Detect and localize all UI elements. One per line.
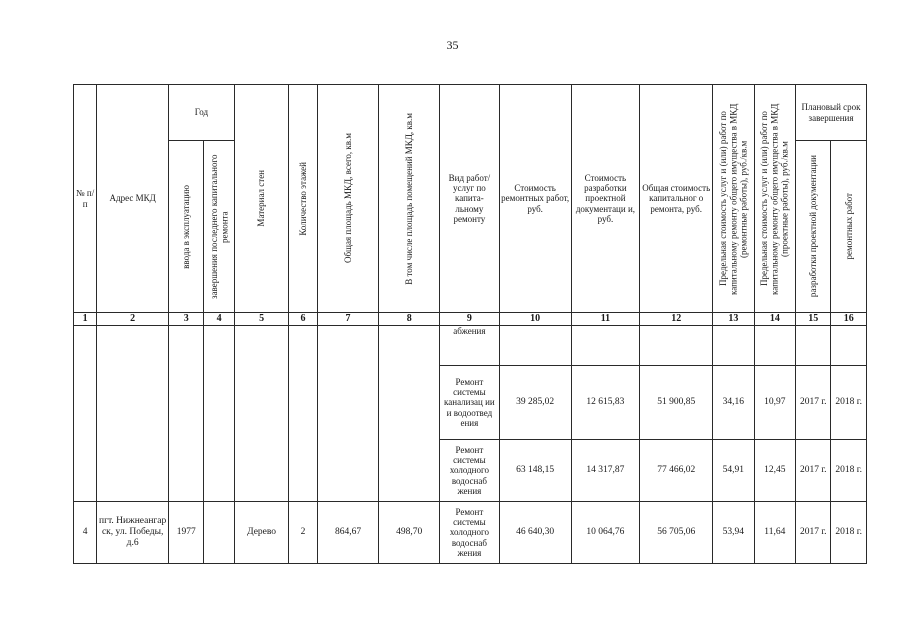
header-col-area-premises: В том числе площадь помещений МКД, кв.м (379, 85, 440, 313)
cell-cost-project: 12 615,83 (571, 366, 640, 440)
header-col-address: Адрес МКД (97, 85, 169, 313)
cell-limit-repair: 53,94 (713, 502, 754, 564)
header-group-term: Плановый срок завершения (796, 85, 867, 141)
header-col-term-project: разработки проектной документации (796, 141, 831, 313)
column-number: 14 (754, 313, 795, 326)
column-number: 11 (571, 313, 640, 326)
cell-area-premises (379, 326, 440, 502)
column-number: 16 (831, 313, 867, 326)
header-col-cost-project: Стоимость разработки проектной документаци и, руб. (571, 85, 640, 313)
cell-work-type: абжения (440, 326, 500, 366)
column-number: 7 (317, 313, 379, 326)
cell-limit-repair: 54,91 (713, 440, 754, 502)
cell-cost-project (571, 326, 640, 366)
column-number: 13 (713, 313, 754, 326)
cell-number (74, 326, 97, 502)
column-number: 15 (796, 313, 831, 326)
cell-year-built (169, 326, 204, 502)
cell-limit-project: 11,64 (754, 502, 795, 564)
cell-cost-repair: 46 640,30 (499, 502, 571, 564)
header-col-total-cost: Общая стоимость капитальног о ремонта, руб. (640, 85, 713, 313)
cell-total-cost: 77 466,02 (640, 440, 713, 502)
cell-year-last-repair (204, 502, 234, 564)
cell-walls (234, 326, 289, 502)
header-col-limit-project: Предельная стоимость услуг и (или) работ по капитальному ремонту общего имущества в МКД (проектные работы), руб./кв.м (754, 85, 795, 313)
page-number: 35 (446, 38, 459, 52)
cell-cost-repair: 63 148,15 (499, 440, 571, 502)
header-col-cost-repair: Стоимость ремонтных работ, руб. (499, 85, 571, 313)
header-col-limit-repair: Предельная стоимость услуг и (или) работ по капитальному ремонту общего имущества в МКД (ремонтные работы), руб./кв.м (713, 85, 754, 313)
cell-total-cost: 51 900,85 (640, 366, 713, 440)
header-col-number: № п/ п (74, 85, 97, 313)
cell-cost-project: 14 317,87 (571, 440, 640, 502)
header-col-walls: Материал стен (234, 85, 289, 313)
cell-term-project (796, 326, 831, 366)
cell-term-project: 2017 г. (796, 502, 831, 564)
cell-limit-repair (713, 326, 754, 366)
column-number: 9 (440, 313, 500, 326)
header-col-work-type: Вид работ/ услуг по капита-льному ремонту (440, 85, 500, 313)
header-col-area-total: Общая площадь МКД, всего, кв.м (317, 85, 379, 313)
cell-cost-repair: 39 285,02 (499, 366, 571, 440)
column-numbers-row (74, 313, 867, 326)
cell-term-project: 2017 г. (796, 440, 831, 502)
column-number: 6 (289, 313, 317, 326)
header-col-term-repair: ремонтных работ (831, 141, 867, 313)
cell-address (97, 326, 169, 502)
cell-area-total (317, 326, 379, 502)
column-number: 3 (169, 313, 204, 326)
column-number: 1 (74, 313, 97, 326)
header-col-year-last-repair: завершения последнего капитального ремонта (204, 141, 234, 313)
cell-limit-project: 10,97 (754, 366, 795, 440)
cell-number: 4 (74, 502, 97, 564)
header-col-year-built: ввода в эксплуатацию (169, 141, 204, 313)
header-col-floors: Количество этажей (289, 85, 317, 313)
cell-work-type: Ремонт системы холодного водоснаб жения (440, 440, 500, 502)
cell-walls: Дерево (234, 502, 289, 564)
cell-term-repair (831, 326, 867, 366)
cell-total-cost: 56 705,06 (640, 502, 713, 564)
cell-total-cost (640, 326, 713, 366)
column-number: 5 (234, 313, 289, 326)
cell-term-repair: 2018 г. (831, 366, 867, 440)
cell-year-last-repair (204, 326, 234, 502)
cell-limit-project (754, 326, 795, 366)
cell-floors: 2 (289, 502, 317, 564)
cell-area-total: 864,67 (317, 502, 379, 564)
header-row-1 (74, 85, 867, 141)
header-group-year: Год (169, 85, 235, 141)
column-number: 4 (204, 313, 234, 326)
column-number: 10 (499, 313, 571, 326)
table-row (74, 326, 867, 366)
cell-term-repair: 2018 г. (831, 502, 867, 564)
cell-work-type: Ремонт системы канализац ии и водоотвед ения (440, 366, 500, 440)
cell-address: пгт. Нижнеангар ск, ул. Победы, д.6 (97, 502, 169, 564)
column-number: 12 (640, 313, 713, 326)
capital-repair-table (73, 84, 867, 564)
cell-cost-project: 10 064,76 (571, 502, 640, 564)
cell-cost-repair (499, 326, 571, 366)
cell-limit-repair: 34,16 (713, 366, 754, 440)
column-number: 8 (379, 313, 440, 326)
table-row (74, 502, 867, 564)
cell-year-built: 1977 (169, 502, 204, 564)
cell-term-repair: 2018 г. (831, 440, 867, 502)
cell-area-premises: 498,70 (379, 502, 440, 564)
column-number: 2 (97, 313, 169, 326)
cell-work-type: Ремонт системы холодного водоснаб жения (440, 502, 500, 564)
cell-limit-project: 12,45 (754, 440, 795, 502)
cell-floors (289, 326, 317, 502)
cell-term-project: 2017 г. (796, 366, 831, 440)
